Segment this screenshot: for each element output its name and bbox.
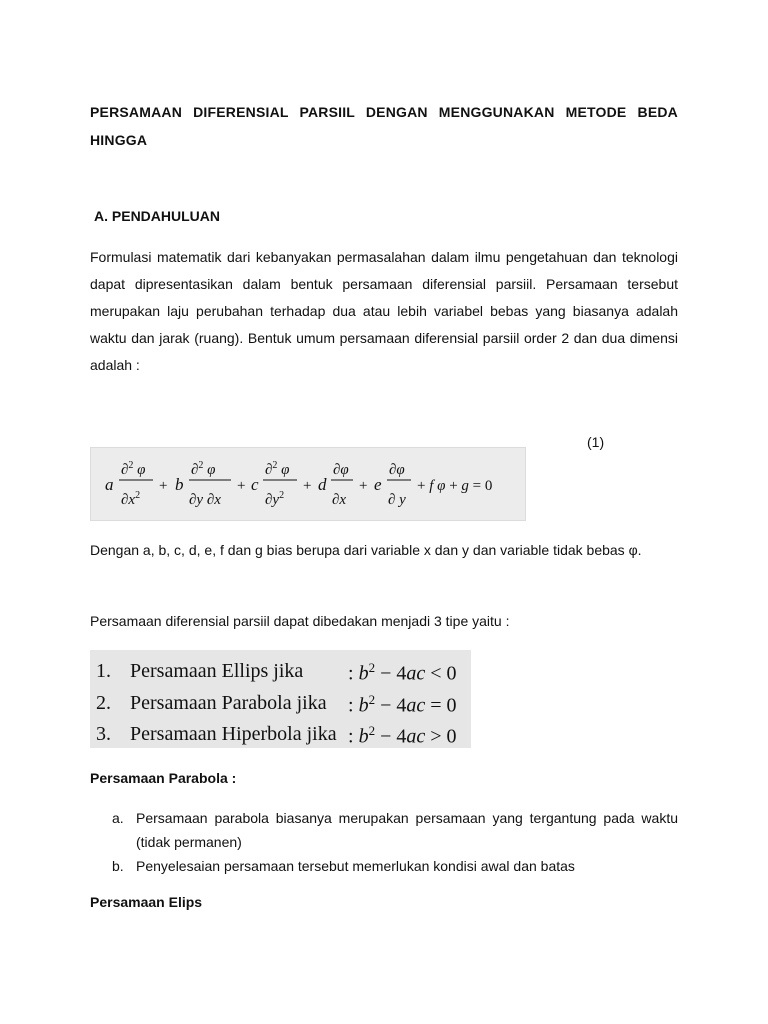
svg-text:e: e [374, 475, 382, 494]
parabola-heading: Persamaan Parabola : [90, 770, 237, 786]
svg-text:∂2 φ: ∂$^2$ φ [191, 460, 216, 478]
paragraph-intro: Formulasi matematik dari kebanyakan permasalahan dalam ilmu pengetahuan dan teknologi dapat dipresentasikan dalam bentuk persamaan diferensial parsiil. Persamaan tersebut merupakan laju perubahan terhadap dua atau lebih variabel bebas yang biasanya adalah waktu dan jarak (ruang). Bentuk umum persamaan diferensial parsiil order 2 dan dua dimensi adalah : [90, 249, 678, 373]
list-item [112, 854, 678, 878]
type-item-ellips [96, 654, 466, 684]
type-number: 2. [96, 692, 111, 714]
list-item [112, 806, 678, 854]
type-condition-value: < 0 [430, 662, 457, 685]
svg-text:+: + [303, 478, 312, 494]
svg-text:∂φ: ∂φ [389, 462, 405, 478]
equation-image [90, 447, 526, 521]
type-label: Persamaan Ellips jika [130, 660, 304, 682]
svg-text:+: + [159, 478, 168, 494]
pde-types-image [90, 650, 471, 748]
section-heading: A. PENDAHULUAN [94, 208, 220, 224]
type-condition: : $b^2 - 4ac = 0$ [348, 692, 457, 717]
svg-text:∂x2: $\partial x^2$ [121, 490, 141, 508]
equation-number: (1) [587, 434, 605, 450]
list-marker: b. [112, 858, 124, 874]
paragraph-types-intro: Persamaan diferensial parsiil dapat dibedakan menjadi 3 tipe yaitu : [90, 613, 510, 629]
svg-text:+: + [237, 478, 246, 494]
document-title: PERSAMAAN DIFERENSIAL PARSIIL DENGAN MENGGUNAKAN METODE BEDA HINGGA [90, 104, 678, 148]
svg-text:+ f φ + g = 0: + f φ + g = 0 [417, 478, 493, 494]
svg-text:a: a [105, 475, 114, 494]
svg-text:∂x: ∂x [332, 492, 347, 508]
svg-text:∂y2: $\partial y^2$ [265, 490, 285, 508]
svg-text:∂y ∂x: ∂y ∂x [189, 492, 221, 508]
type-condition-value: > 0 [430, 725, 457, 748]
list-item-text: Penyelesaian persamaan tersebut memerlukan kondisi awal dan batas [136, 858, 575, 874]
type-number: 1. [96, 660, 111, 682]
svg-text:∂φ: ∂φ [333, 462, 349, 478]
svg-text:∂2 φ: ∂$^2$ φ [121, 460, 146, 478]
type-condition-value: = 0 [430, 694, 457, 717]
elips-heading: Persamaan Elips [90, 894, 203, 910]
svg-text:∂ y: ∂ y [388, 492, 406, 508]
type-condition: : $b^2 - 4ac < 0$ [348, 660, 457, 685]
svg-text:d: d [318, 475, 327, 494]
paragraph-coefficients: Dengan a, b, c, d, e, f dan g bias berupa dari variable x dan y dan variable tidak bebas φ. [90, 542, 642, 558]
type-item-hiperbola [96, 717, 466, 747]
svg-text:b: b [175, 475, 184, 494]
svg-text:+: + [359, 478, 368, 494]
svg-text:∂2 φ: ∂$^2$ φ [265, 460, 290, 478]
list-item-text: Persamaan parabola biasanya merupakan persamaan yang tergantung pada waktu (tidak permanen) [136, 810, 678, 850]
list-marker: a. [112, 810, 124, 826]
equation-graphic [91, 448, 525, 520]
type-number: 3. [96, 723, 111, 745]
type-condition: : $b^2 - 4ac > 0$ [348, 723, 457, 748]
svg-text:c: c [251, 475, 259, 494]
type-label: Persamaan Parabola jika [130, 692, 327, 714]
parabola-list [112, 806, 678, 878]
type-label: Persamaan Hiperbola jika [130, 723, 337, 745]
type-item-parabola [96, 686, 466, 716]
